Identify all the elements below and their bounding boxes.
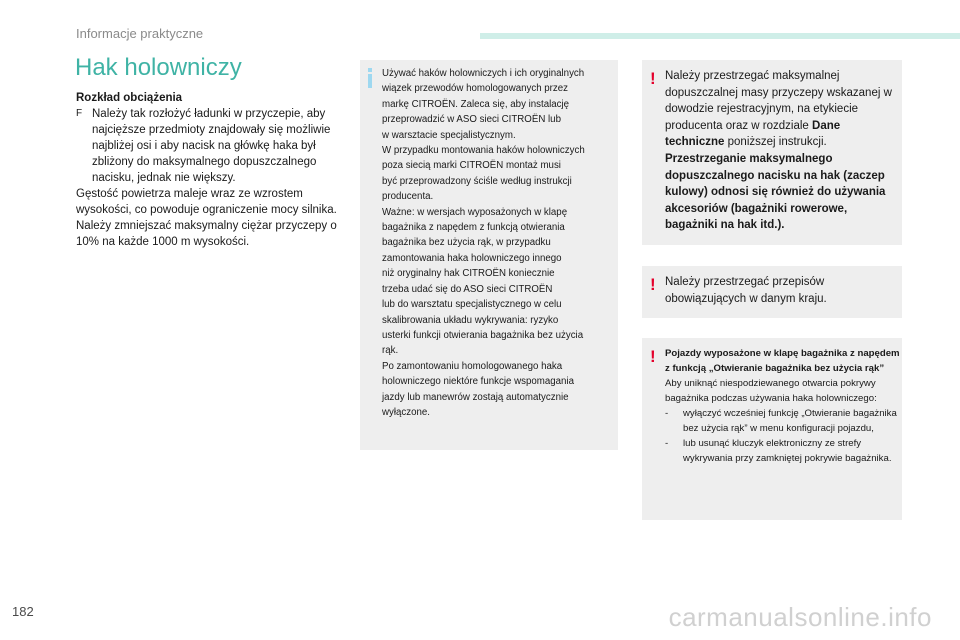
list-item: - wyłączyć wcześniej funkcję „Otwieranie bagażnika bez użycia rąk” w menu konfiguracji pojazdu, xyxy=(665,408,897,434)
warning-box-tailgate xyxy=(642,338,902,520)
header-rule xyxy=(480,33,960,39)
warning-text-max-mass: Należy przestrzegać maksymalnej dopuszczalnej masy przyczepy wskazanej w dowodzie rejestracyjnym, na etykiecie producenta oraz w rozdziale Dane techniczne poniższej instrukcji. Przestrzeganie maksymalnego dopuszczalnego nacisku na hak (zaczep kulowy) odnosi się również do używania akcesoriów (bagażniki rowerowe, bagażniki na hak itd.). xyxy=(665,68,897,234)
page-title: Hak holowniczy xyxy=(75,54,242,81)
info-text: Używać haków holowniczych i ich oryginalnych wiązek przewodów homologowanych przez markę CITROËN. Zaleca się, aby instalację przeprowadzić w ASO sieci CITROËN lub w warsztacie specjalistycznym. W przypadku montowania haków holowniczych poza siecią marki CITROËN montaż musi być przeprowadzony ściśle według instrukcji producenta. Ważne: w wersjach wyposażonych w klapę bagażnika z napędem z funkcją otwierania bagażnika bez użycia rąk, w przypadku zamontowania haka holowniczego innego niż oryginalny hak CITROËN koniecznie trzeba udać się do ASO sieci CITROËN lub do warsztatu specjalistycznego w celu skalibrowania układu wykrywania: ryzyko usterki funkcji otwierania bagażnika bez użycia rąk. Po zamontowaniu homologowanego haka holowniczego niektóre funkcje wspomagania jazdy lub manewrów zostają automatycznie wyłączone. xyxy=(382,68,585,418)
warning-text-regulations: Należy przestrzegać przepisów obowiązujących w danym kraju. xyxy=(665,276,827,305)
info-box xyxy=(360,60,618,450)
watermark: carmanualsonline.info xyxy=(668,602,932,632)
tailgate-warning-intro: Aby uniknąć niespodziewanego otwarcia pokrywy bagażnika podczas używania haka holowniczego: xyxy=(665,378,877,404)
warning-box-regulations xyxy=(642,266,902,318)
info-icon xyxy=(368,68,372,90)
tailgate-warning-title: Pojazdy wyposażone w klapę bagażnika z napędem z funkcją „Otwieranie bagażnika bez użycia rąk” xyxy=(665,348,900,374)
load-bullet-item xyxy=(76,106,346,186)
warning-icon: ! xyxy=(650,275,656,294)
technical-data-reference: Dane techniczne xyxy=(665,119,841,149)
load-subheading: Rozkład obciążenia xyxy=(76,92,183,104)
warning-icon: ! xyxy=(650,69,656,88)
warning-text-tailgate xyxy=(665,346,901,466)
list-item: - lub usunąć kluczyk elektroniczny ze strefy wykrywania przy zamkniętej pokrywie bagażnika. xyxy=(665,438,892,464)
warning-box-max-mass xyxy=(642,60,902,245)
hitch-load-warning: Przestrzeganie maksymalnego dopuszczalnego nacisku na hak (zaczep kulowy) odnosi się również do używania akcesoriów (bagażniki rowerowe, bagażniki na hak itd.). xyxy=(665,152,886,232)
load-bullet-text: Należy tak rozłożyć ładunki w przyczepie, aby najcięższe przedmioty znajdowały się możliwie najbliżej osi i aby nacisk na główkę haka był zbliżony do maksymalnego dopuszczalnego nacisku, jednak nie większy. xyxy=(92,108,331,184)
section-header: Informacje praktyczne xyxy=(76,26,204,41)
bullet-icon: F xyxy=(76,108,83,119)
load-distribution-section xyxy=(76,90,346,250)
page-number: 182 xyxy=(12,604,34,619)
warning-icon: ! xyxy=(650,347,656,366)
altitude-paragraph: Gęstość powietrza maleje wraz ze wzrostem wysokości, co powoduje ograniczenie mocy silnika. Należy zmniejszać maksymalny ciężar przyczepy o 10% na każde 1000 m wysokości. xyxy=(76,188,337,248)
